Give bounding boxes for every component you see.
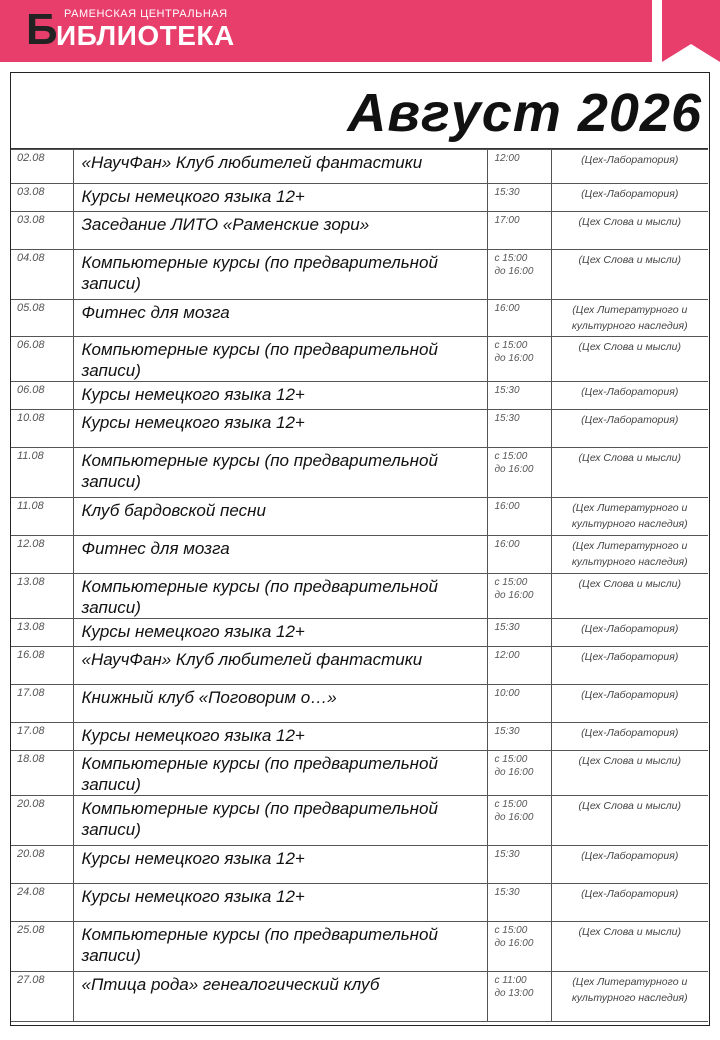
table-row — [11, 498, 708, 536]
event-title: Компьютерные курсы (по предварительной записи) — [73, 250, 487, 300]
event-place: (Цех-Лаборатория) — [551, 382, 708, 410]
event-date: 04.08 — [11, 250, 73, 300]
schedule-title-box — [11, 73, 708, 149]
event-date: 06.08 — [11, 382, 73, 410]
table-row — [11, 410, 708, 448]
event-title: Компьютерные курсы (по предварительной записи) — [73, 751, 487, 796]
event-title: Компьютерные курсы (по предварительной записи) — [73, 574, 487, 619]
event-date: 20.08 — [11, 846, 73, 884]
event-date: 12.08 — [11, 536, 73, 574]
bookmark-icon — [662, 0, 720, 62]
event-date: 13.08 — [11, 574, 73, 619]
event-place: (Цех Слова и мысли) — [551, 212, 708, 250]
table-row — [11, 184, 708, 212]
event-time: 15:30 — [487, 184, 551, 212]
event-date: 05.08 — [11, 300, 73, 337]
event-date: 11.08 — [11, 448, 73, 498]
event-place: (Цех Слова и мысли) — [551, 796, 708, 846]
event-place: (Цех Слова и мысли) — [551, 922, 708, 972]
event-place: (Цех Слова и мысли) — [551, 574, 708, 619]
event-place: (Цех Слова и мысли) — [551, 250, 708, 300]
event-title: «НаучФан» Клуб любителей фантастики — [73, 647, 487, 685]
event-place: (Цех Литературного и культурного наследия) — [551, 498, 708, 536]
event-time: с 15:00 до 16:00 — [487, 574, 551, 619]
event-title: Компьютерные курсы (по предварительной записи) — [73, 448, 487, 498]
library-logo — [26, 6, 266, 56]
event-title: «НаучФан» Клуб любителей фантастики — [73, 150, 487, 184]
table-row — [11, 536, 708, 574]
table-row — [11, 972, 708, 1022]
schedule-frame — [10, 72, 710, 1026]
event-date: 10.08 — [11, 410, 73, 448]
event-place: (Цех Литературного и культурного наследия) — [551, 300, 708, 337]
table-row — [11, 922, 708, 972]
schedule-table — [11, 149, 708, 1022]
event-time: с 15:00 до 16:00 — [487, 751, 551, 796]
event-time: 12:00 — [487, 647, 551, 685]
event-title: Курсы немецкого языка 12+ — [73, 884, 487, 922]
event-title: Компьютерные курсы (по предварительной записи) — [73, 337, 487, 382]
event-time: 17:00 — [487, 212, 551, 250]
page-title: Август 2026 — [347, 83, 702, 143]
event-date: 06.08 — [11, 337, 73, 382]
logo-title: ИБЛИОТЕКА — [56, 20, 235, 51]
table-row — [11, 150, 708, 184]
event-title: Заседание ЛИТО «Раменские зори» — [73, 212, 487, 250]
event-title: Курсы немецкого языка 12+ — [73, 382, 487, 410]
event-place: (Цех-Лаборатория) — [551, 685, 708, 723]
event-title: Курсы немецкого языка 12+ — [73, 184, 487, 212]
event-time: с 15:00 до 16:00 — [487, 796, 551, 846]
event-date: 03.08 — [11, 212, 73, 250]
event-time: 10:00 — [487, 685, 551, 723]
table-row — [11, 337, 708, 382]
event-title: Фитнес для мозга — [73, 536, 487, 574]
event-title: Курсы немецкого языка 12+ — [73, 410, 487, 448]
event-title: Клуб бардовской песни — [73, 498, 487, 536]
table-row — [11, 300, 708, 337]
event-title: Курсы немецкого языка 12+ — [73, 723, 487, 751]
event-place: (Цех Слова и мысли) — [551, 751, 708, 796]
event-time: с 15:00 до 16:00 — [487, 337, 551, 382]
logo-subtitle: РАМЕНСКАЯ ЦЕНТРАЛЬНАЯ — [64, 8, 228, 20]
logo-letter: Б — [26, 5, 58, 54]
event-title: Компьютерные курсы (по предварительной записи) — [73, 796, 487, 846]
event-time: 15:30 — [487, 382, 551, 410]
event-time: 12:00 — [487, 150, 551, 184]
table-row — [11, 212, 708, 250]
event-date: 17.08 — [11, 723, 73, 751]
event-place: (Цех-Лаборатория) — [551, 884, 708, 922]
event-title: Книжный клуб «Поговорим о…» — [73, 685, 487, 723]
event-title: Курсы немецкого языка 12+ — [73, 619, 487, 647]
event-time: 16:00 — [487, 300, 551, 337]
event-place: (Цех-Лаборатория) — [551, 846, 708, 884]
event-place: (Цех-Лаборатория) — [551, 410, 708, 448]
event-time: 16:00 — [487, 498, 551, 536]
table-row — [11, 250, 708, 300]
event-place: (Цех Слова и мысли) — [551, 337, 708, 382]
event-date: 24.08 — [11, 884, 73, 922]
event-time: с 11:00 до 13:00 — [487, 972, 551, 1022]
event-time: с 15:00 до 16:00 — [487, 448, 551, 498]
event-place: (Цех-Лаборатория) — [551, 723, 708, 751]
event-place: (Цех-Лаборатория) — [551, 619, 708, 647]
event-date: 02.08 — [11, 150, 73, 184]
table-row — [11, 619, 708, 647]
event-title: Курсы немецкого языка 12+ — [73, 846, 487, 884]
event-place: (Цех-Лаборатория) — [551, 184, 708, 212]
table-row — [11, 796, 708, 846]
event-time: 15:30 — [487, 723, 551, 751]
table-row — [11, 751, 708, 796]
event-title: Компьютерные курсы (по предварительной записи) — [73, 922, 487, 972]
event-time: 15:30 — [487, 846, 551, 884]
table-row — [11, 884, 708, 922]
table-row — [11, 685, 708, 723]
table-row — [11, 382, 708, 410]
table-row — [11, 448, 708, 498]
event-place: (Цех-Лаборатория) — [551, 647, 708, 685]
table-row — [11, 647, 708, 685]
event-place: (Цех Литературного и культурного наследия) — [551, 536, 708, 574]
table-row — [11, 723, 708, 751]
event-date: 11.08 — [11, 498, 73, 536]
event-date: 13.08 — [11, 619, 73, 647]
event-place: (Цех Слова и мысли) — [551, 448, 708, 498]
event-date: 25.08 — [11, 922, 73, 972]
event-title: Фитнес для мозга — [73, 300, 487, 337]
event-date: 27.08 — [11, 972, 73, 1022]
event-time: 15:30 — [487, 410, 551, 448]
event-time: 15:30 — [487, 619, 551, 647]
event-date: 03.08 — [11, 184, 73, 212]
event-date: 17.08 — [11, 685, 73, 723]
table-row — [11, 846, 708, 884]
event-date: 20.08 — [11, 796, 73, 846]
event-time: 16:00 — [487, 536, 551, 574]
event-time: с 15:00 до 16:00 — [487, 250, 551, 300]
header-banner — [0, 0, 720, 62]
event-place: (Цех Литературного и культурного наследия) — [551, 972, 708, 1022]
event-date: 16.08 — [11, 647, 73, 685]
table-row — [11, 574, 708, 619]
event-date: 18.08 — [11, 751, 73, 796]
event-place: (Цех-Лаборатория) — [551, 150, 708, 184]
event-time: с 15:00 до 16:00 — [487, 922, 551, 972]
event-title: «Птица рода» генеалогический клуб — [73, 972, 487, 1022]
event-time: 15:30 — [487, 884, 551, 922]
